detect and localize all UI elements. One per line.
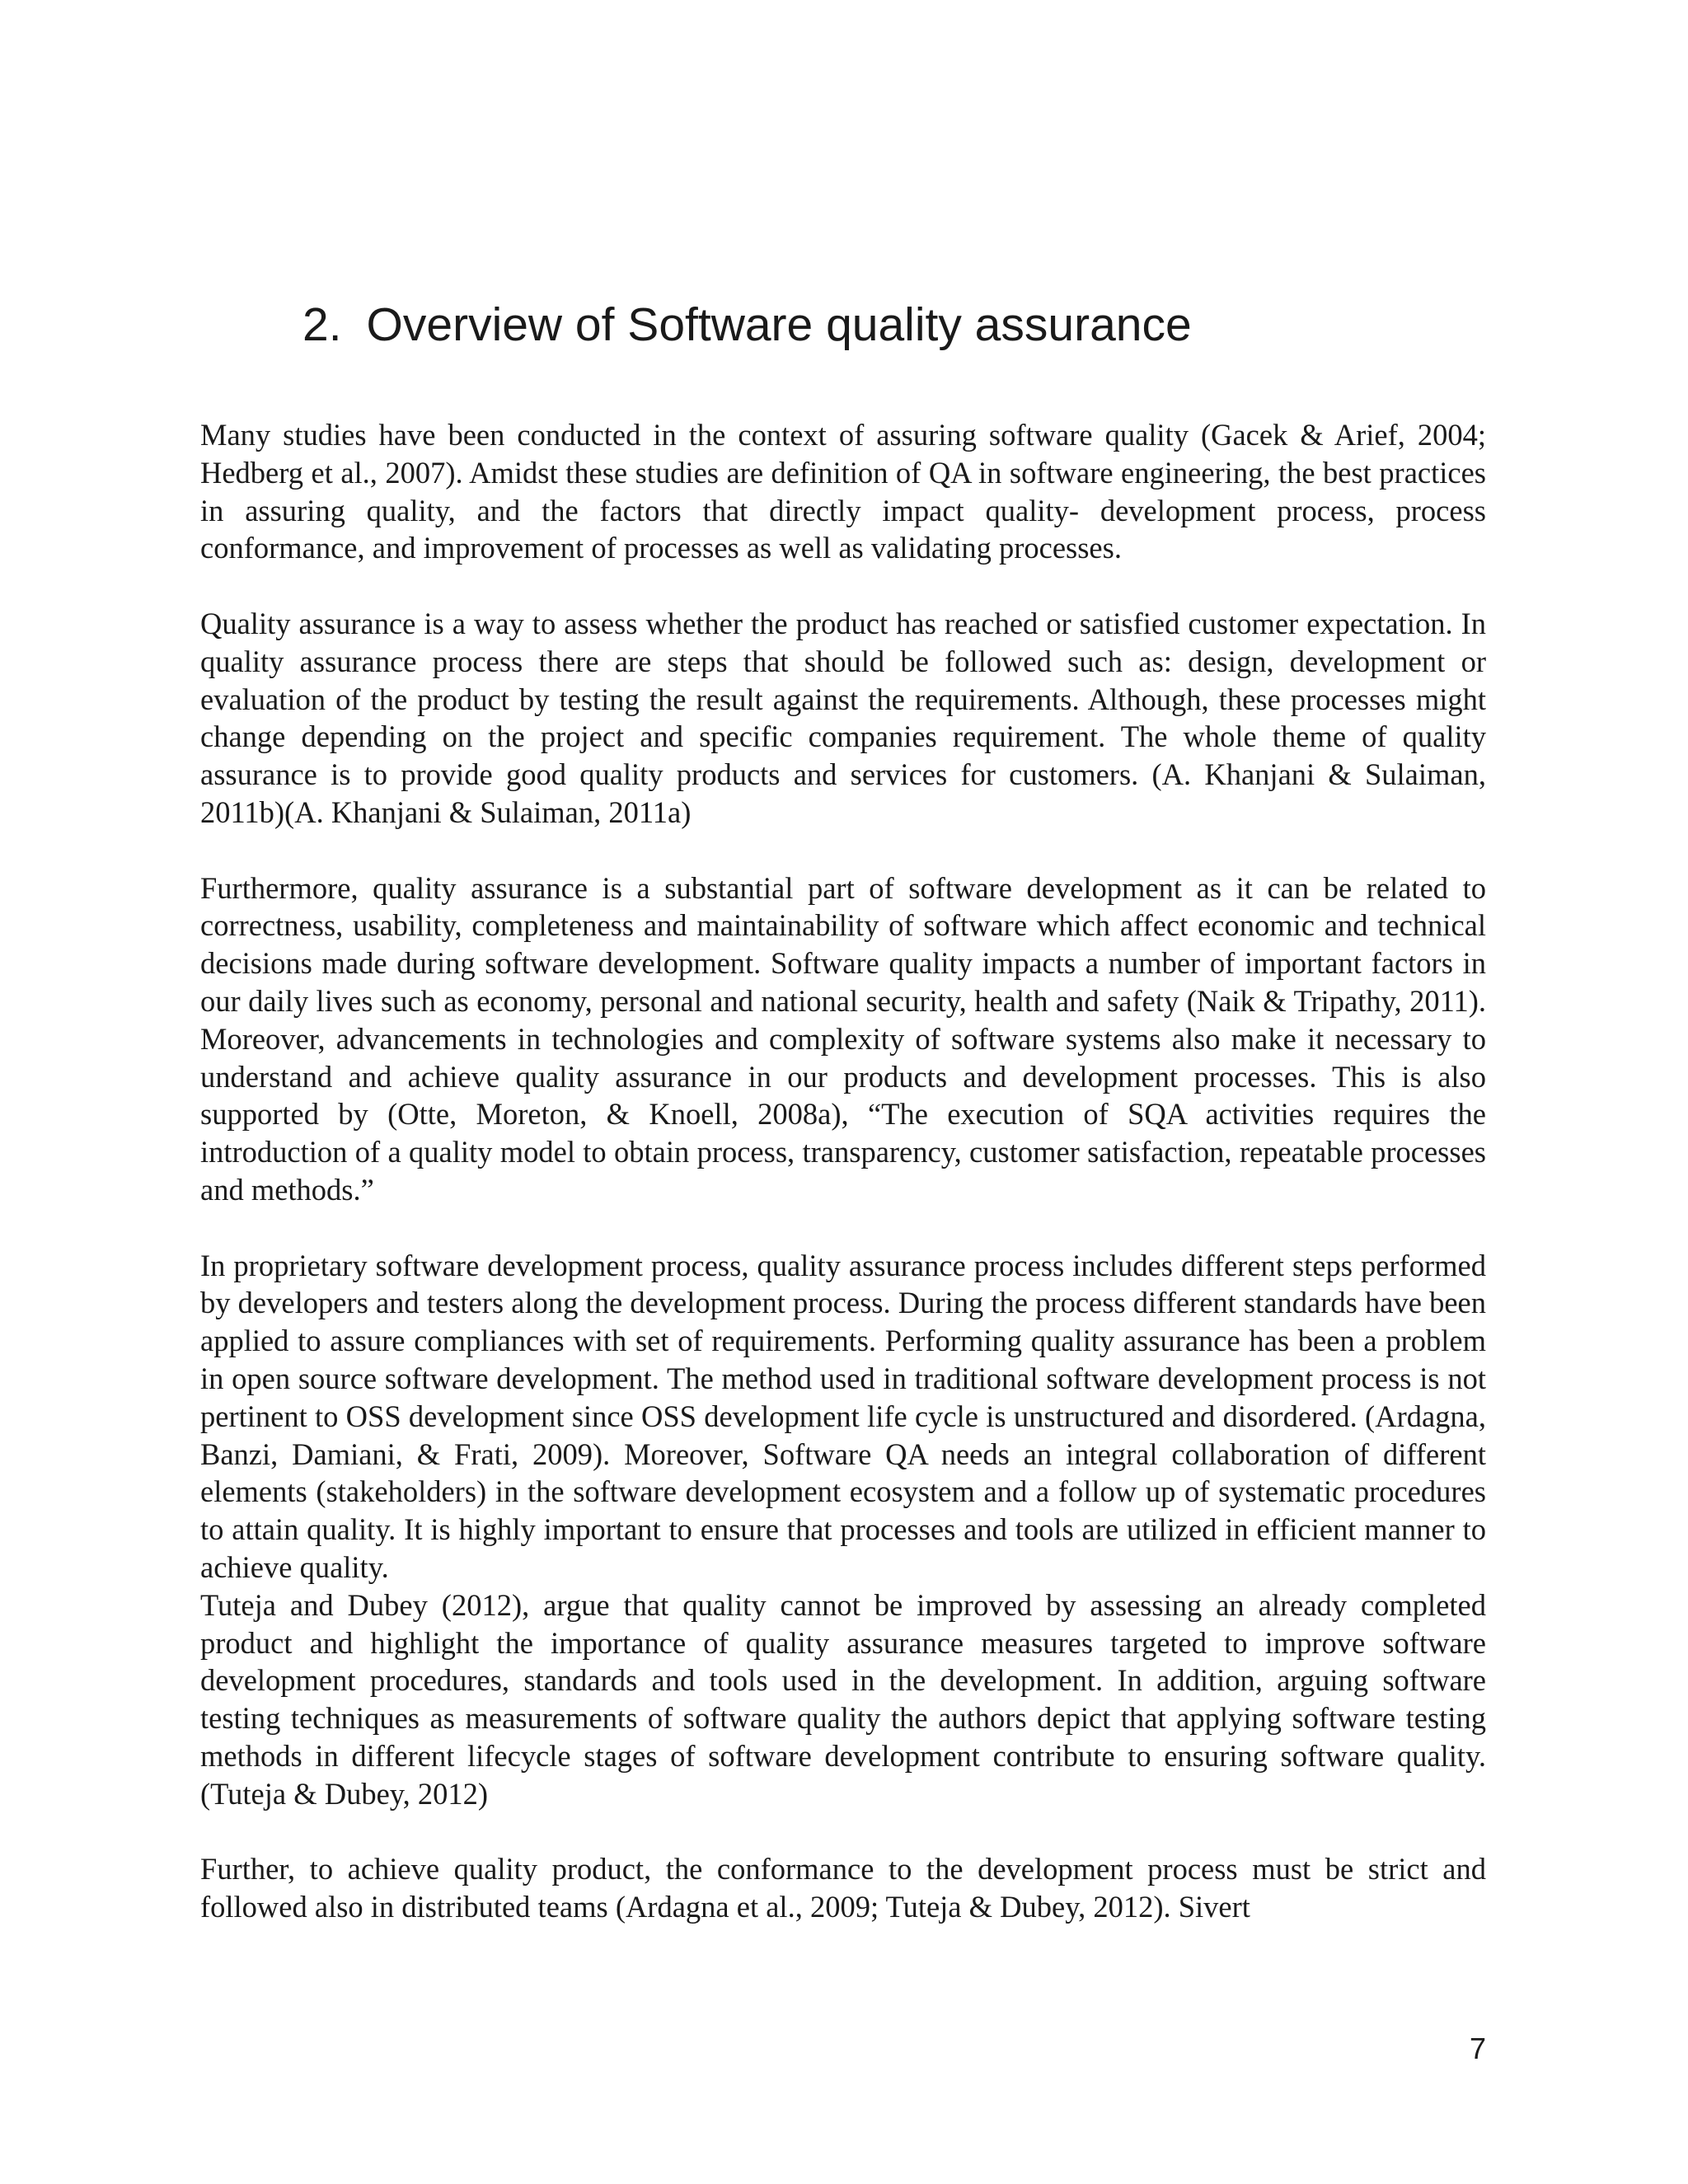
paragraph-2: Quality assurance is a way to assess whether the product has reached or satisfied customer expectation. In quality assurance process there are steps that should be followed such as: design, development or evaluation of the product by testing the result against the requirements. Although, these processes might change depending on the project and specific companies requirement. The whole theme of quality assurance is to provide good quality products and services for customers. (A. Khanjani & Sulaiman, 2011b)(A. Khanjani & Sulaiman, 2011a) <box>200 606 1486 829</box>
paragraph-3: Furthermore, quality assurance is a substantial part of software development as it can be related to correctness, usability, completeness and maintainability of software which affect economic and technical decisions made during software development. Software quality impacts a number of important factors in our daily lives such as economy, personal and national security, health and safety (Naik & Tripathy, 2011). Moreover, advancements in technologies and complexity of software systems also make it necessary to understand and achieve quality assurance in our products and development processes. This is also supported by (Otte, Moreton, & Knoell, 2008a), “The execution of SQA activities requires the introduction of a quality model to obtain process, transparency, customer satisfaction, repeatable processes and methods.” <box>200 870 1486 1207</box>
section-title: Overview of Software quality assurance <box>366 298 1192 351</box>
section-number: 2. <box>302 298 342 351</box>
paragraph-6: Further, to achieve quality product, the conformance to the development process must be strict and followed also in distributed teams (Ardagna et al., 2009; Tuteja & Dubey, 2012). Sivert <box>200 1852 1486 1924</box>
paragraph-4: In proprietary software development process, quality assurance process includes different steps performed by developers and testers along the development process. During the process different standards have been applied to assure compliances with set of requirements. Performing quality assurance has been a problem in open source software development. The method used in traditional software development process is not pertinent to OSS development since OSS development life cycle is unstructured and disordered. (Ardagna, Banzi, Damiani, & Frati, 2009). Moreover, Software QA needs an integral collaboration of different elements (stakeholders) in the software development ecosystem and a follow up of systematic procedures to attain quality. It is highly important to ensure that processes and tools are utilized in efficient manner to achieve quality. <box>200 1248 1486 1584</box>
section-heading <box>302 297 1192 353</box>
page-number: 7 <box>1469 2032 1486 2065</box>
paragraph-5: Tuteja and Dubey (2012), argue that quality cannot be improved by assessing an already completed product and highlight the importance of quality assurance measures targeted to improve software development procedures, standards and tools used in the development. In addition, arguing software testing techniques as measurements of software quality the authors depict that applying software testing methods in different lifecycle stages of software development contribute to ensuring software quality. (Tuteja & Dubey, 2012) <box>200 1587 1486 1811</box>
paragraph-1: Many studies have been conducted in the context of assuring software quality (Gacek & Arief, 2004; Hedberg et al., 2007). Amidst these studies are definition of QA in software engineering, the best practices in assuring quality, and the factors that directly impact quality- development process, process conformance, and improvement of processes as well as validating processes. <box>200 418 1486 565</box>
body-text <box>200 416 1486 1926</box>
